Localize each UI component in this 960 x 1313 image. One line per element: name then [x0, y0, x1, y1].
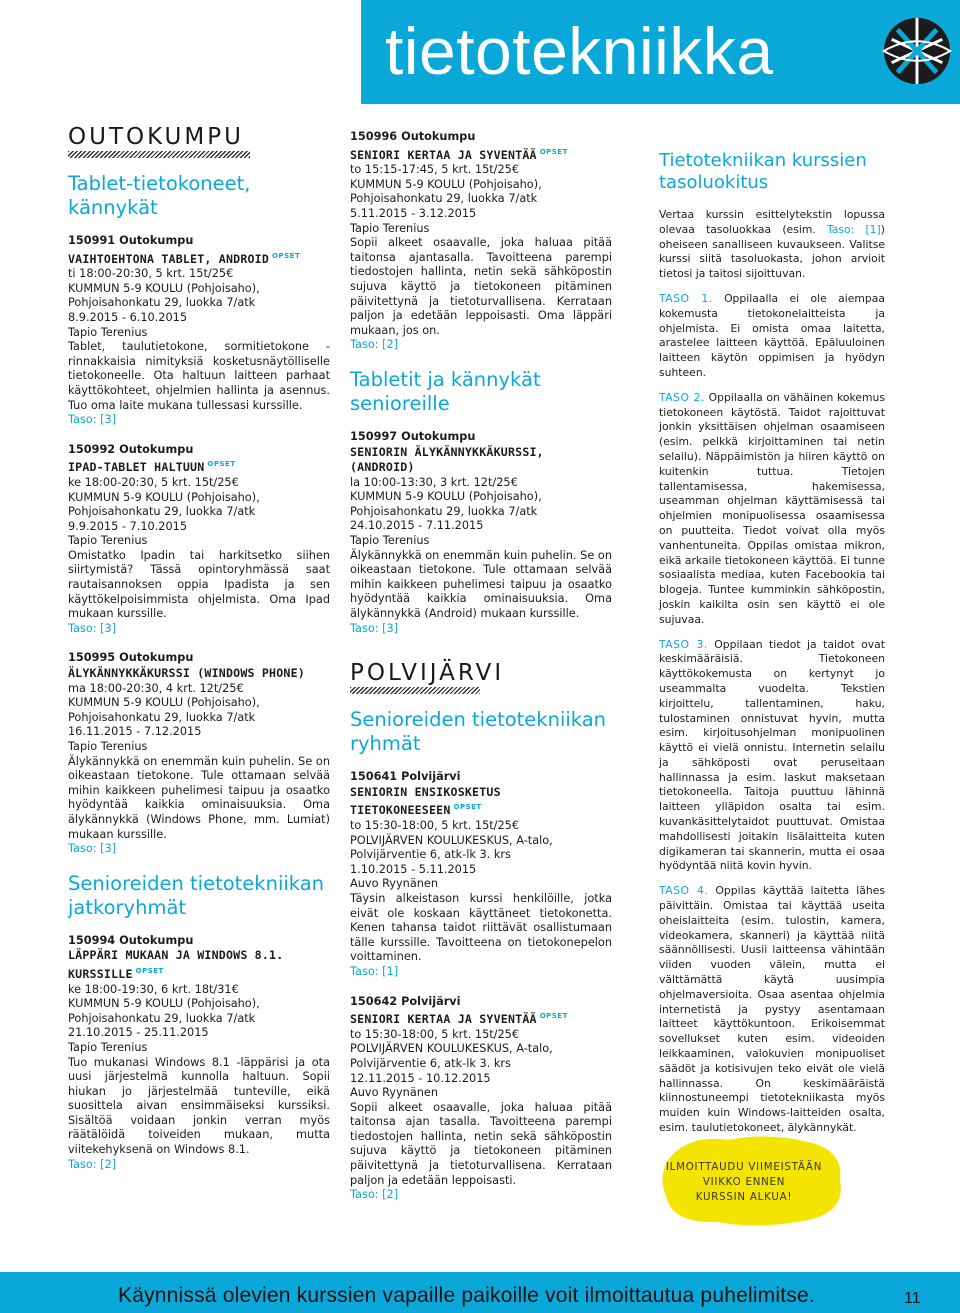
course-code: 150997 Outokumpu — [350, 429, 476, 443]
cta-text — [664, 1160, 824, 1205]
course-schedule: la 10:00-13:30, 3 krt. 12t/25€ — [350, 475, 518, 489]
column-outokumpu — [68, 126, 330, 1187]
course-location: KUMMUN 5-9 KOULU (Pohjoisaho), — [350, 490, 542, 504]
course-address: Pohjoisahonkatu 29, luokka 7/atk — [68, 296, 256, 310]
course-code: 150642 Polvijärvi — [350, 994, 461, 1008]
course-location: POLVIJÄRVEN KOULUKESKUS, A-talo, — [350, 1042, 553, 1056]
course-description: Sopii alkeet osaavalle, joka haluaa pitää taitonsa ajan tasalla. Tavoitteena parempi tiedostojen hallinta, netin sekä sähköpostin sujuva käyttö ja tietokoneen pitäminen päivitettynä ja tietoturvallisena. Kerrataan paljon ja edetään leppoisasti. — [350, 1100, 612, 1187]
course-location: KUMMUN 5-9 KOULU (Pohjoisaho), — [68, 696, 260, 710]
course-level: Taso: [1] — [350, 964, 399, 978]
page-number: 11 — [904, 1290, 921, 1307]
opset-badge: OPSET — [453, 803, 482, 812]
region-underline — [68, 151, 250, 158]
level-2 — [659, 391, 885, 628]
course-level: Taso: [2] — [350, 338, 399, 352]
level-text: Oppilas käyttää laitetta lähes päivittäin. Omistaa tai käyttää useita oheislaitteita (esim. tulostin, kamera, videokamera, skanneri) ja käyttää niitä säännöllisesti. Uusii laitteensa vähintään viiden vuoden välein, mutta ei välttämättä käytä uusimpia ohjelmaversioita. Osaa asentaa ohjelmia internetistä ja pystyy asentamaan laitteet käyttökuntoon. Erikoisemmat sovellukset kuten esim. videoiden leikkaaminen, valokuvien monipuoliset säädöt ja kotisivujen teko eivät ole vielä hallinnassa. On keskimääräistä kiinnostuneempi tietotekniikasta myös muiden kuin Windows-laitteiden osalta, esim. taulutietokoneet, älykännykät. — [659, 884, 886, 1135]
course-150992 — [68, 443, 330, 637]
course-150641 — [350, 770, 612, 979]
course-address: Pohjoisahonkatu 29, luokka 7/atk — [68, 1011, 256, 1025]
course-150991 — [68, 234, 330, 428]
course-teacher: Tapio Terenius — [68, 534, 148, 548]
course-description: Älykännykkä on enemmän kuin puhelin. Se on oikeastaan tietokone. Tule ottamaan selvää mihin kaikkeen puhelimesi taipuu ja osaatko hyödyntää kaikkia ominaisuuksia. Oma älykännykkä (Android) mukaan kurssille. — [350, 548, 612, 621]
course-address: Pohjoisahonkatu 29, luokka 7/atk — [350, 504, 538, 518]
intro-text-c: ) oheiseen sanalliseen kuvaukseen. Valitse kurssi siitä tasoluokasta, johon arvioit tietosi ja taitosi sijoittuvan. — [659, 222, 885, 281]
course-description: Täysin alkeistason kurssi henkilöille, jotka eivät ole koskaan käyttäneet tietokonetta. Kenen tahansa taidot riittävät osallistumaan tälle kurssille. Tavoitteena on tietokonepelon voittaminen. — [350, 891, 612, 964]
course-150995 — [68, 651, 330, 856]
cta-line: ILMOITTAUDU VIIMEISTÄÄN — [665, 1162, 823, 1173]
course-level: Taso: [2] — [350, 1188, 399, 1202]
level-guide-intro — [659, 208, 885, 282]
course-dates: 5.11.2015 - 3.12.2015 — [350, 206, 477, 220]
course-code: 150991 Outokumpu — [68, 234, 194, 247]
course-location: POLVIJÄRVEN KOULUKESKUS, A-talo, — [350, 833, 553, 847]
course-schedule: ti 18:00-20:30, 5 krt. 15t/25€ — [68, 267, 234, 281]
course-location: KUMMUN 5-9 KOULU (Pohjoisaho), — [350, 177, 542, 191]
course-code: 150996 Outokumpu — [350, 130, 476, 143]
course-name: LÄPPÄRI MUKAAN JA WINDOWS 8.1. KURSSILLE — [68, 948, 284, 981]
level-text: Oppilaalla on vähäinen kokemus tietokoneen käytöstä. Taidot rajoittuvat jonkin yksittäisen ohjelman osaamiseen (esim. pelkkä kirjoittaminen tai netin selailu). Näppäimistön ja hiiren käyttö on kuitenkin tuttua. Tietojen tallentamisessa, hakemisessa, useamman ohjelman käyttämisessä tai ohjelmien monipuolisessa osaamisessa on puutteita. Tiedot voivat olla myös vanhentuneita. Oppilas omistaa mikron, eikä arkaile tietokoneen käyttöä. Ei tunne sosiaalista mediaa, kuten Facebookia tai blogeja. Tuntee kumminkin sähköpostin, joskin kaikilta osin sen käyttö ei ole sujuvaa. — [659, 390, 885, 626]
course-level: Taso: [3] — [68, 842, 117, 856]
course-teacher: Tapio Terenius — [68, 740, 148, 753]
region-title-polvijarvi: POLVIJÄRVI — [350, 660, 505, 687]
opset-badge: OPSET — [539, 147, 568, 156]
level-1 — [659, 292, 885, 381]
course-dates: 1.10.2015 - 5.11.2015 — [350, 862, 477, 876]
course-150996 — [350, 130, 612, 353]
level-label: TASO 1. — [659, 291, 713, 305]
course-dates: 16.11.2015 - 7.12.2015 — [68, 725, 202, 739]
course-description: Älykännykkä on enemmän kuin puhelin. Se on oikeastaan tietokone. Tule ottamaan selvää mihin kaikkeen puhelimesi taipuu ja osaatko hyödyntää kaikkia ominaisuuksia. Oma älykännykkä (Windows Phone, mm. Lumiat) mukaan kurssille. — [68, 754, 330, 841]
opset-badge: OPSET — [207, 460, 236, 469]
course-teacher: Tapio Terenius — [350, 221, 430, 235]
course-location: KUMMUN 5-9 KOULU (Pohjoisaho), — [68, 281, 260, 295]
cta-line: VIIKKO ENNEN — [702, 1177, 786, 1188]
level-3 — [659, 638, 885, 875]
course-150994 — [68, 934, 330, 1173]
course-dates: 12.11.2015 - 10.12.2015 — [350, 1071, 491, 1085]
globe-logo-icon — [878, 12, 956, 90]
course-150997 — [350, 430, 612, 636]
course-teacher: Tapio Terenius — [350, 534, 430, 548]
column-middle — [350, 130, 612, 1218]
course-description: Sopii alkeet osaavalle, joka haluaa pitää taitonsa ajantasalla. Tavoitteena parempi tiedostojen hallinta, netin sekä sähköpostin sujuva käyttö ja tietokoneen pitäminen päivitettynä ja tietoturvallisena. Kerrataan paljon ja edetään leppoisasti. Oma läppäri mukaan, jos on. — [350, 236, 612, 337]
intro-level-example: Taso: [1] — [826, 222, 881, 236]
course-dates: 9.9.2015 - 7.10.2015 — [68, 519, 188, 533]
course-name: SENIORI KERTAA JA SYVENTÄÄ — [350, 147, 537, 162]
course-address: Polvijärventie 6, atk-lk 3. krs — [350, 1056, 511, 1070]
course-schedule: to 15:30-18:00, 5 krt. 15t/25€ — [350, 1027, 520, 1041]
course-level: Taso: [3] — [68, 621, 117, 635]
footer-note: Käynnissä olevien kurssien vapaille paikoille voit ilmoittautua puhelimitse. — [118, 1284, 815, 1307]
intro-text-a: Vertaa kurssin esittelytekstin lopussa olevaa tasoluokkaa (esim. — [659, 208, 885, 236]
course-dates: 8.9.2015 - 6.10.2015 — [68, 310, 188, 324]
course-code: 150995 Outokumpu — [68, 651, 194, 665]
course-name: IPAD-TABLET HALTUUN — [68, 460, 205, 475]
level-guide-title: Tietotekniikan kurssien tasoluokitus — [659, 150, 867, 193]
opset-badge: OPSET — [272, 251, 301, 260]
course-description: Tuo mukanasi Windows 8.1 -läppärisi ja ota uusi järjestelmä kunnolla haltuun. Sopii hiukan jo järjestelmää tunteville, eikä suosittela aivan ensimmäiseksi kurssiksi. Sisältöä voidaan jonkin verran myös räätälöidä toiveiden mukaan, mutta viitekehyksenä on Windows 8.1. — [68, 1055, 330, 1157]
course-teacher: Auvo Ryynänen — [350, 1086, 439, 1100]
level-label: TASO 4. — [659, 884, 709, 898]
course-level: Taso: [3] — [68, 413, 117, 427]
page-title: tietotekniikka — [385, 14, 774, 88]
course-dates: 21.10.2015 - 25.11.2015 — [68, 1026, 209, 1040]
course-schedule: ke 18:00-20:30, 5 krt. 15t/25€ — [68, 475, 239, 489]
level-4 — [659, 884, 885, 1136]
course-dates: 24.10.2015 - 7.11.2015 — [350, 519, 484, 533]
level-text: Oppilaan tiedot ja taidot ovat keskimääräisiä. Tietokoneen käyttökokemusta on kertynyt jo useammalta vuodelta. Tekstien kirjoittelu, tallentaminen, haku, tulostaminen onnistuvat hyvin, mutta esim. kirjoitusohjelman monipuolinen käyttö ei vielä onnistu. Internetin selailu ja sähköposti ovat peruseitaan hallinnassa ja esim. laskut maksetaan tietokoneella. Taitoja puuttuu lähinnä laitteen ylläpidon osalta tai esim. kuvankäsittelytaidot puuttuvat. Omistaa mahdollisesti joitakin lisälaitteita kuten digikameran tai skannerin, mutta ei osaa hyödyntää niitä kovin hyvin. — [659, 637, 886, 873]
opset-badge: OPSET — [539, 1012, 568, 1021]
course-level: Taso: [2] — [68, 1157, 117, 1171]
course-code: 150992 Outokumpu — [68, 442, 194, 456]
opset-badge: OPSET — [135, 966, 164, 975]
section-title-seniors-tablets: Tabletit ja kännykät senioreille — [350, 367, 541, 415]
course-name: SENIORIN ÄLYKÄNNYKKÄKURSSI, (ANDROID) — [350, 444, 544, 475]
course-description: Tablet, taulutietokone, sormitietokone - rinnakkaisia nimityksiä kosketusnäytölliselle tietokoneelle. Ota haltuun laitteen parhaat käyttökohteet, ohjelmien hallinta ja asennus. Tuo oma laite mukana tullessasi kurssille. — [68, 340, 330, 412]
course-address: Polvijärventie 6, atk-lk 3. krs — [350, 848, 511, 862]
region-title-outokumpu: OUTOKUMPU — [68, 124, 244, 150]
course-address: Pohjoisahonkatu 29, luokka 7/atk — [68, 505, 256, 519]
region-underline — [350, 687, 480, 694]
course-location: KUMMUN 5-9 KOULU (Pohjoisaho), — [68, 997, 260, 1011]
column-level-guide — [659, 150, 885, 1146]
section-title-seniors-groups: Senioreiden tietotekniikan ryhmät — [350, 708, 607, 756]
course-schedule: ke 18:00-19:30, 6 krt. 18t/31€ — [68, 982, 239, 996]
section-title-continuation: Senioreiden tietotekniikan jatkoryhmät — [68, 871, 325, 919]
level-label: TASO 3. — [659, 637, 708, 651]
course-schedule: ma 18:00-20:30, 4 krt. 12t/25€ — [68, 681, 244, 695]
course-name: SENIORI KERTAA JA SYVENTÄÄ — [350, 1012, 537, 1027]
level-label: TASO 2. — [659, 390, 705, 404]
course-teacher: Tapio Terenius — [68, 1040, 148, 1054]
course-name: SENIORIN ENSIKOSKETUS TIETOKONEESEEN — [350, 784, 501, 818]
course-teacher: Auvo Ryynänen — [350, 877, 439, 891]
course-name: ÄLYKÄNNYKKÄKURSSI (WINDOWS PHONE) — [68, 666, 305, 681]
course-code: 150641 Polvijärvi — [350, 770, 461, 784]
course-address: Pohjoisahonkatu 29, luokka 7/atk — [350, 192, 538, 206]
course-level: Taso: [3] — [350, 621, 399, 635]
cta-line: KURSSIN ALKUA! — [695, 1192, 793, 1203]
level-text: Oppilaalla ei ole aiempaa kokemusta tietokonelaitteista ja ohjelmista. Ei omista omaa laitetta, arastelee laitteen käyttöä. Epäluuloinen laitteen käytön oppimisen ja hyödyn suhteen. — [659, 291, 885, 379]
course-schedule: to 15:15-17:45, 5 krt. 15t/25€ — [350, 163, 520, 177]
course-name: VAIHTOEHTONA TABLET, ANDROID — [68, 251, 270, 266]
course-location: KUMMUN 5-9 KOULU (Pohjoisaho), — [68, 490, 260, 504]
course-code: 150994 Outokumpu — [68, 933, 194, 947]
course-address: Pohjoisahonkatu 29, luokka 7/atk — [68, 710, 256, 724]
course-schedule: to 15:30-18:00, 5 krt. 15t/25€ — [350, 819, 520, 832]
course-teacher: Tapio Terenius — [68, 325, 148, 339]
section-title-tablets: Tablet-tietokoneet, kännykät — [68, 172, 251, 219]
course-150642 — [350, 995, 612, 1203]
course-description: Omistatko Ipadin tai harkitsetko siihen siirtymistä? Tässä opintoryhmässä saat rautaisannoksen oppia Ipadista ja sen käyttökelpoisimmista ohjelmista. Oma Ipad mukaan kurssille. — [68, 548, 330, 621]
